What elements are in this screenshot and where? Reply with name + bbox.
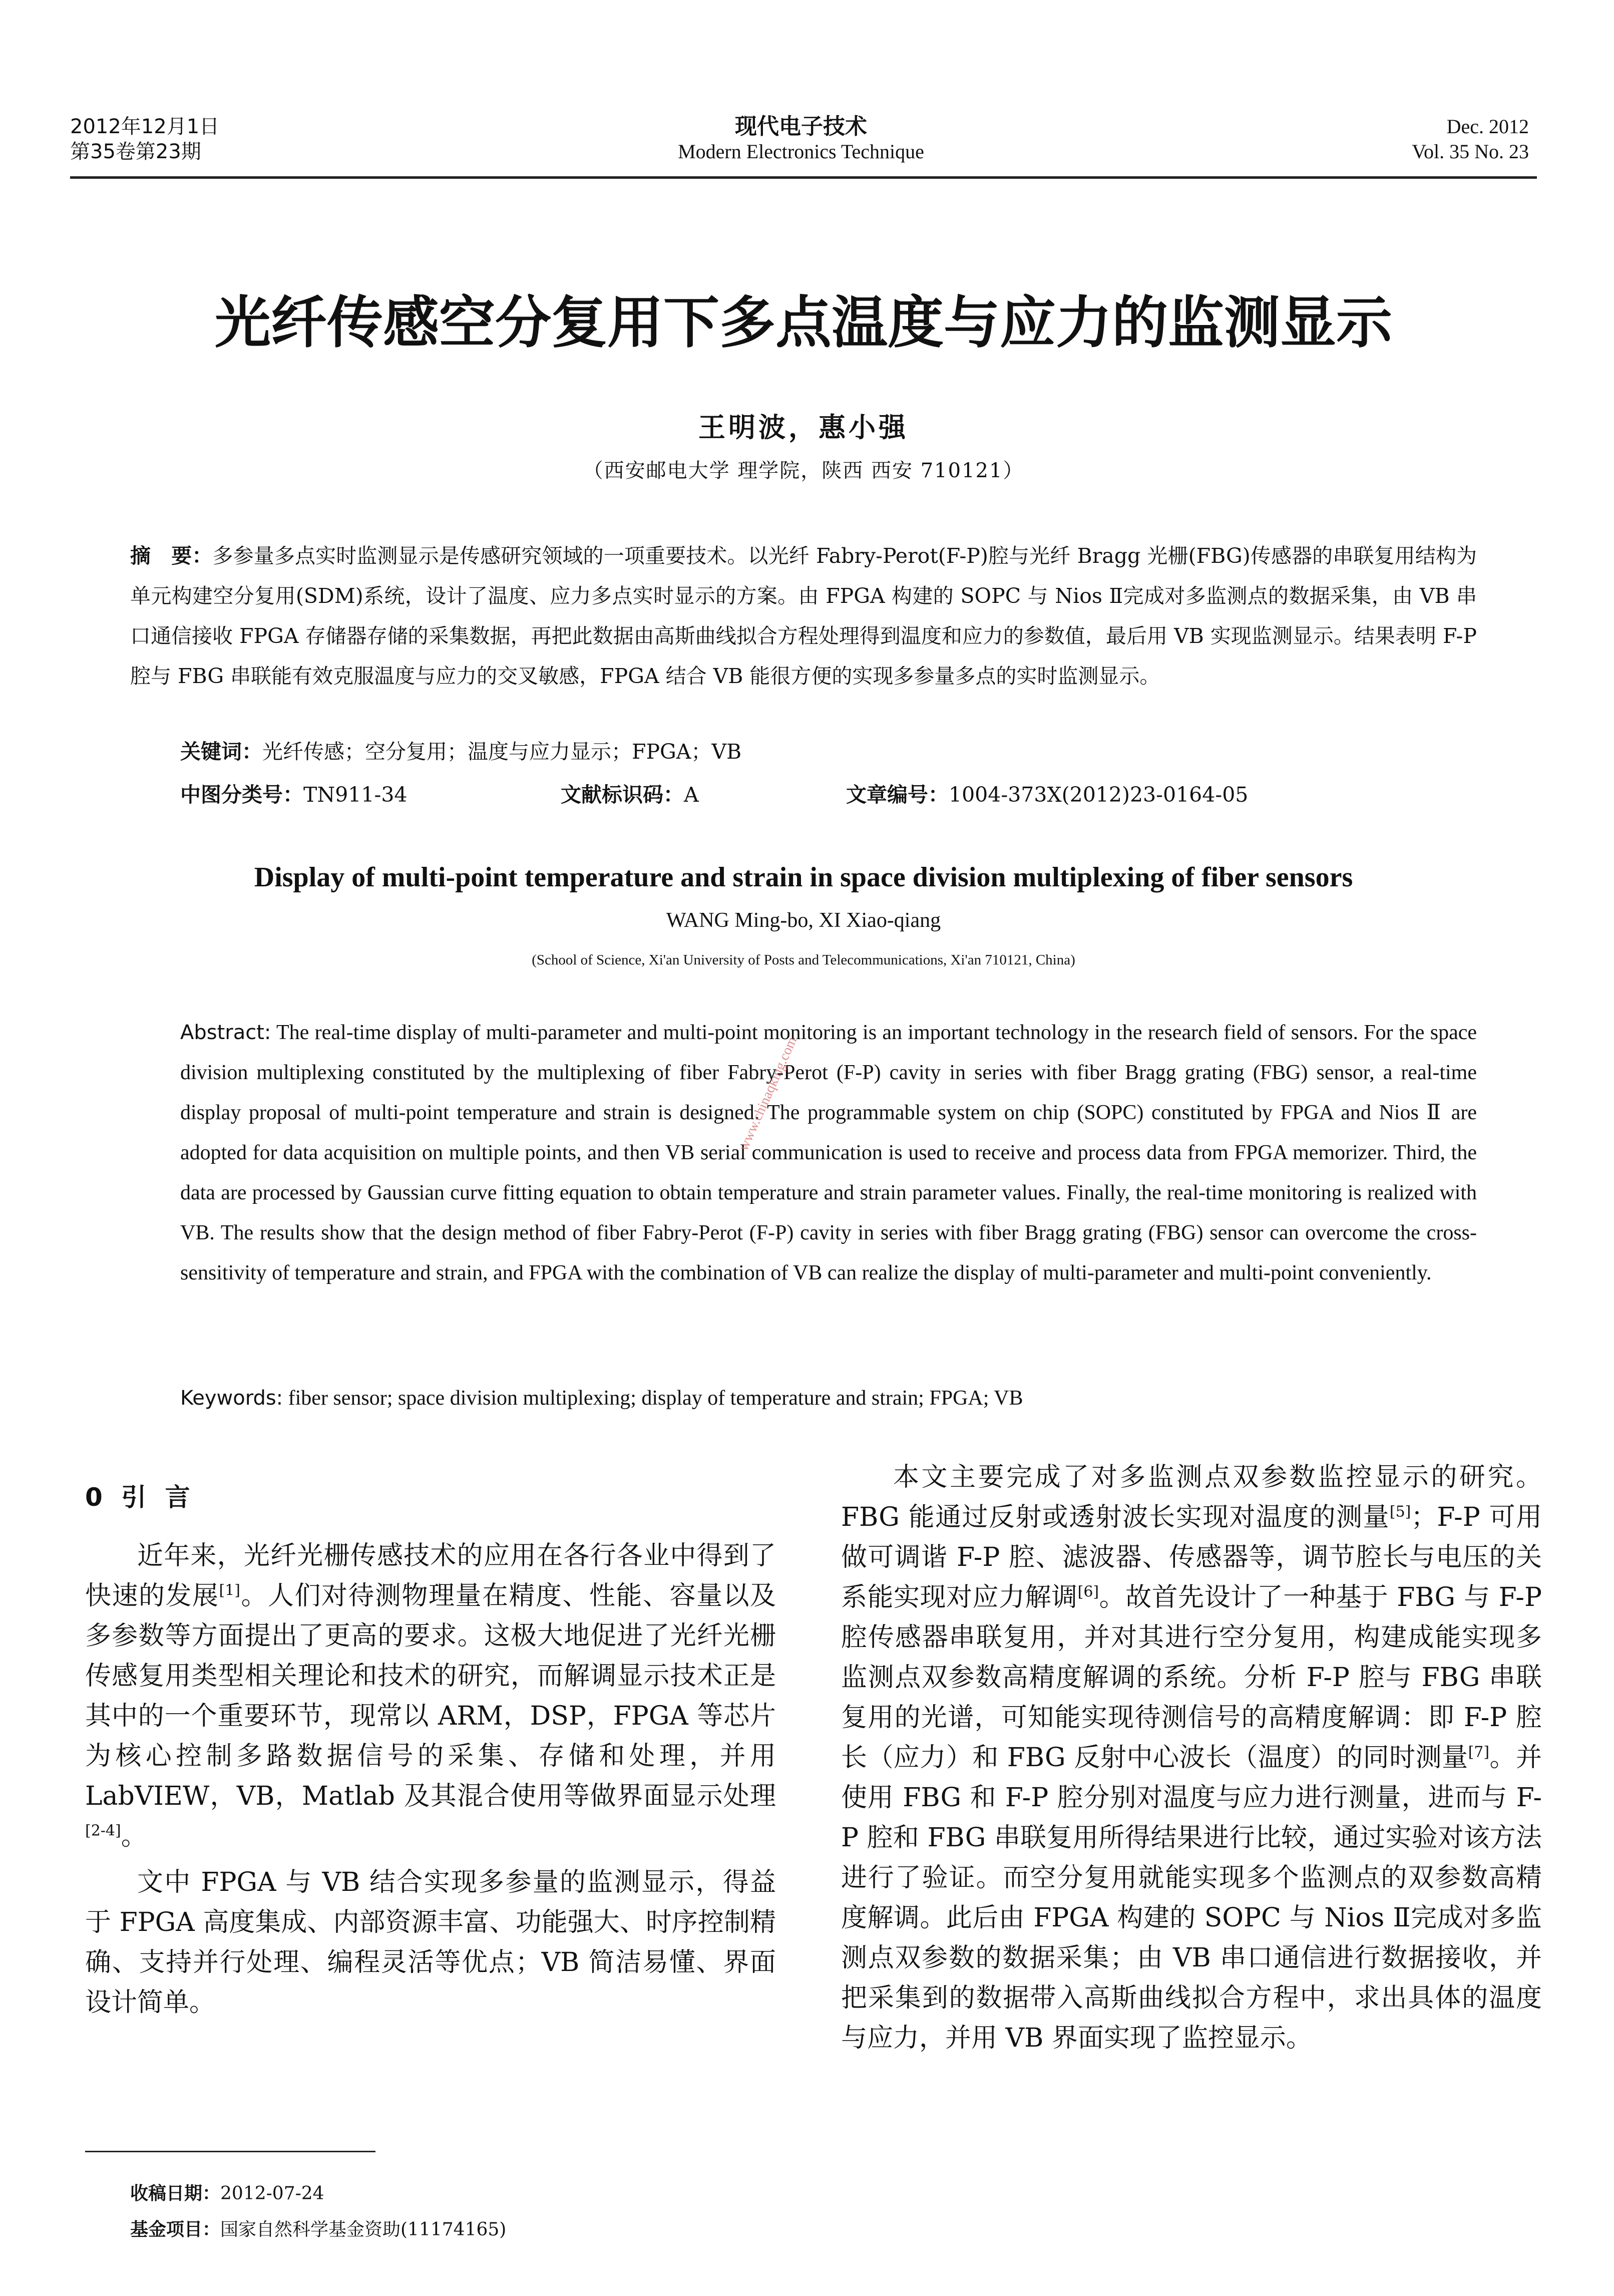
fund-label: 基金项目：: [130, 2219, 221, 2240]
intro-p1-text-b: 。人们对待测物理量在精度、性能、容量以及多参数等方面提出了更高的要求。这极大地促进了光纤光栅传感复用类型相关理论和技术的研究，而解调显示技术正是其中的一个重要环节，现常以 ARM，DSP，FPGA 等芯片为核心控制多路数据信号的采集、存储和处理，并用 LabVIEW，VB，Matlab 及其混合使用等做界面显示处理: [85, 1581, 776, 1811]
abstract-cn-label: 摘 要：: [130, 544, 213, 568]
right-column: [841, 1457, 1542, 2064]
received-label: 收稿日期：: [130, 2183, 221, 2204]
received-date: [130, 2176, 781, 2212]
abstract-cn: [130, 536, 1477, 696]
abstract-en-label: Abstract:: [180, 1021, 271, 1044]
doc-code-value: A: [684, 783, 699, 807]
clc-number: [180, 777, 408, 812]
keywords-en-label: Keywords:: [180, 1387, 283, 1410]
section-heading-introduction: 0 引 言: [85, 1483, 195, 1512]
citation-6: [6]: [1077, 1583, 1099, 1601]
header-date-en: Dec. 2012: [1446, 115, 1529, 138]
doc-code-label: 文献标识码：: [561, 783, 684, 807]
right-paragraph: [841, 1457, 1542, 2058]
paper-title-cn: 光纤传感空分复用下多点温度与应力的监测显示: [215, 290, 1392, 356]
received-value: 2012-07-24: [220, 2183, 324, 2204]
article-number: [846, 777, 1248, 812]
header-volume-en: Vol. 35 No. 23: [1412, 140, 1529, 163]
header-volume-cn: 第35卷第23期: [70, 140, 201, 163]
citation-5: [5]: [1389, 1503, 1411, 1521]
intro-paragraph-2: 文中 FPGA 与 VB 结合实现多参量的监测显示，得益于 FPGA 高度集成、内部资源丰富、功能强大、时序控制精确、支持并行处理、编程灵活等优点；VB 简洁易懂、界面设计简单。: [85, 1867, 776, 2018]
classification-row: [180, 777, 1477, 812]
right-p-text-d: 。并使用 FBG 和 F-P 腔分别对温度与应力进行测量，进而与 F-P 腔和 FBG 串联复用所得结果进行比较，通过实验对该方法进行了验证。而空分复用就能实现多个监测点的双参数高精度解调。此后由 FPGA 构建的 SOPC 与 Nios Ⅱ完成对多监测点双参数的数据采集；由 VB 串口通信进行数据接收，并把采集到的数据带入高斯曲线拟合方程中，求出具体的温度与应力，并用 VB 界面实现了监控显示。: [841, 1743, 1542, 2053]
fund-project: [130, 2212, 781, 2248]
journal-name-en: Modern Electronics Technique: [678, 140, 924, 163]
keywords-cn: [180, 734, 1477, 769]
keywords-cn-text: 光纤传感；空分复用；温度与应力显示；FPGA；VB: [262, 740, 742, 764]
article-number-label: 文章编号：: [846, 783, 949, 807]
header-date-cn: 2012年12月1日: [70, 115, 220, 138]
right-p-text-a: 本文主要完成了对多监测点双参数监控显示的研究。FBG 能通过反射或透射波长实现对温度的测量: [841, 1462, 1542, 1532]
keywords-en: [180, 1378, 1477, 1418]
intro-p1-text-c: 。: [121, 1821, 147, 1851]
intro-p1-text-a: 近年来，光纤光栅传感技术的应用在各行各业中得到了快速的发展: [85, 1541, 776, 1611]
citation-7: [7]: [1468, 1743, 1490, 1761]
keywords-en-text: fiber sensor; space division multiplexing; display of temperature and strain; FPGA; VB: [288, 1387, 1023, 1410]
clc-label: 中图分类号：: [180, 783, 303, 807]
footnote-rule: [85, 2151, 375, 2152]
citation-1: [1]: [219, 1581, 240, 1599]
abstract-cn-text: 多参量多点实时监测显示是传感研究领域的一项重要技术。以光纤 Fabry-Perot(F-P)腔与光纤 Bragg 光栅(FBG)传感器的串联复用结构为单元构建空分复用(SDM)系统，设计了温度、应力多点实时显示的方案。由 FPGA 构建的 SOPC 与 Nios Ⅱ完成对多监测点的数据采集，由 VB 串口通信接收 FPGA 存储器存储的采集数据，再把此数据由高斯曲线拟合方程处理得到温度和应力的参数值，最后用 VB 实现监测显示。结果表明 F-P 腔与 FBG 串联能有效克服温度与应力的交叉敏感，FPGA 结合 VB 能很方便的实现多参量多点的实时监测显示。: [130, 544, 1477, 688]
intro-paragraph-1: [85, 1536, 776, 1856]
left-column: [85, 1480, 776, 2029]
abstract-en: [180, 1013, 1477, 1293]
affiliation-en: (School of Science, Xi'an University of Posts and Telecommunications, Xi'an 710121, China): [532, 952, 1075, 968]
paper-title-en: Display of multi-point temperature and strain in space division multiplexing of fiber sensors: [254, 862, 1353, 893]
fund-value: 国家自然科学基金资助(11174165): [220, 2219, 507, 2240]
right-p-text-b: ；F-P 可用做可调谐 F-P 腔、滤波器、传感器等，调节腔长与电压的关系能实现对应力解调: [841, 1502, 1542, 1612]
authors-cn: 王明波，惠小强: [698, 411, 909, 443]
affiliation-cn: （西安邮电大学 理学院，陕西 西安 710121）: [583, 459, 1024, 482]
header-left: [70, 114, 219, 164]
header-rule: [70, 176, 1537, 179]
journal-name-cn: 现代电子技术: [735, 114, 867, 139]
header-center: [551, 114, 1051, 164]
doc-code: [561, 777, 699, 812]
citation-2-4: [2-4]: [85, 1822, 121, 1840]
keywords-cn-label: 关键词：: [180, 740, 262, 764]
header-right: [1412, 114, 1529, 164]
abstract-en-text: The real-time display of multi-parameter and multi-point monitoring is an important technology in the research field of sensors. For the space division multiplexing constituted by the multiplexing of fiber Fabry-Perot (F-P) cavity in series with fiber Bragg grating (FBG) sensor, a real-time display proposal of multi-point temperature and strain is designed. The programmable system on chip (SOPC) constituted by FPGA and Nios Ⅱ are adopted for data acquisition on multiple points, and then VB serial communication is used to receive and process data from FPGA memorizer. Third, the data are processed by Gaussian curve fitting equation to obtain temperature and strain parameter values. Finally, the real-time monitoring is realized with VB. The results show that the design method of fiber Fabry-Perot (F-P) cavity in series with fiber Bragg grating (FBG) sensor can overcome the cross-sensitivity of temperature and strain, and FPGA with the combination of VB can realize the display of multi-parameter and multi-point conveniently.: [180, 1021, 1477, 1284]
footnotes: [130, 2176, 781, 2248]
watermark: www.chinaqking.com: [736, 1034, 800, 1153]
article-number-value: 1004-373X(2012)23-0164-05: [949, 783, 1249, 807]
right-p-text-c: 。故首先设计了一种基于 FBG 与 F-P 腔传感器串联复用，并对其进行空分复用，构建成能实现多监测点双参数高精度解调的系统。分析 F-P 腔与 FBG 串联复用的光谱，可知能实现待测信号的高精度解调：即 F-P 腔长（应力）和 FBG 反射中心波长（温度）的同时测量: [841, 1582, 1542, 1773]
clc-value: TN911-34: [303, 783, 408, 807]
authors-en: WANG Ming-bo, XI Xiao-qiang: [666, 909, 941, 932]
